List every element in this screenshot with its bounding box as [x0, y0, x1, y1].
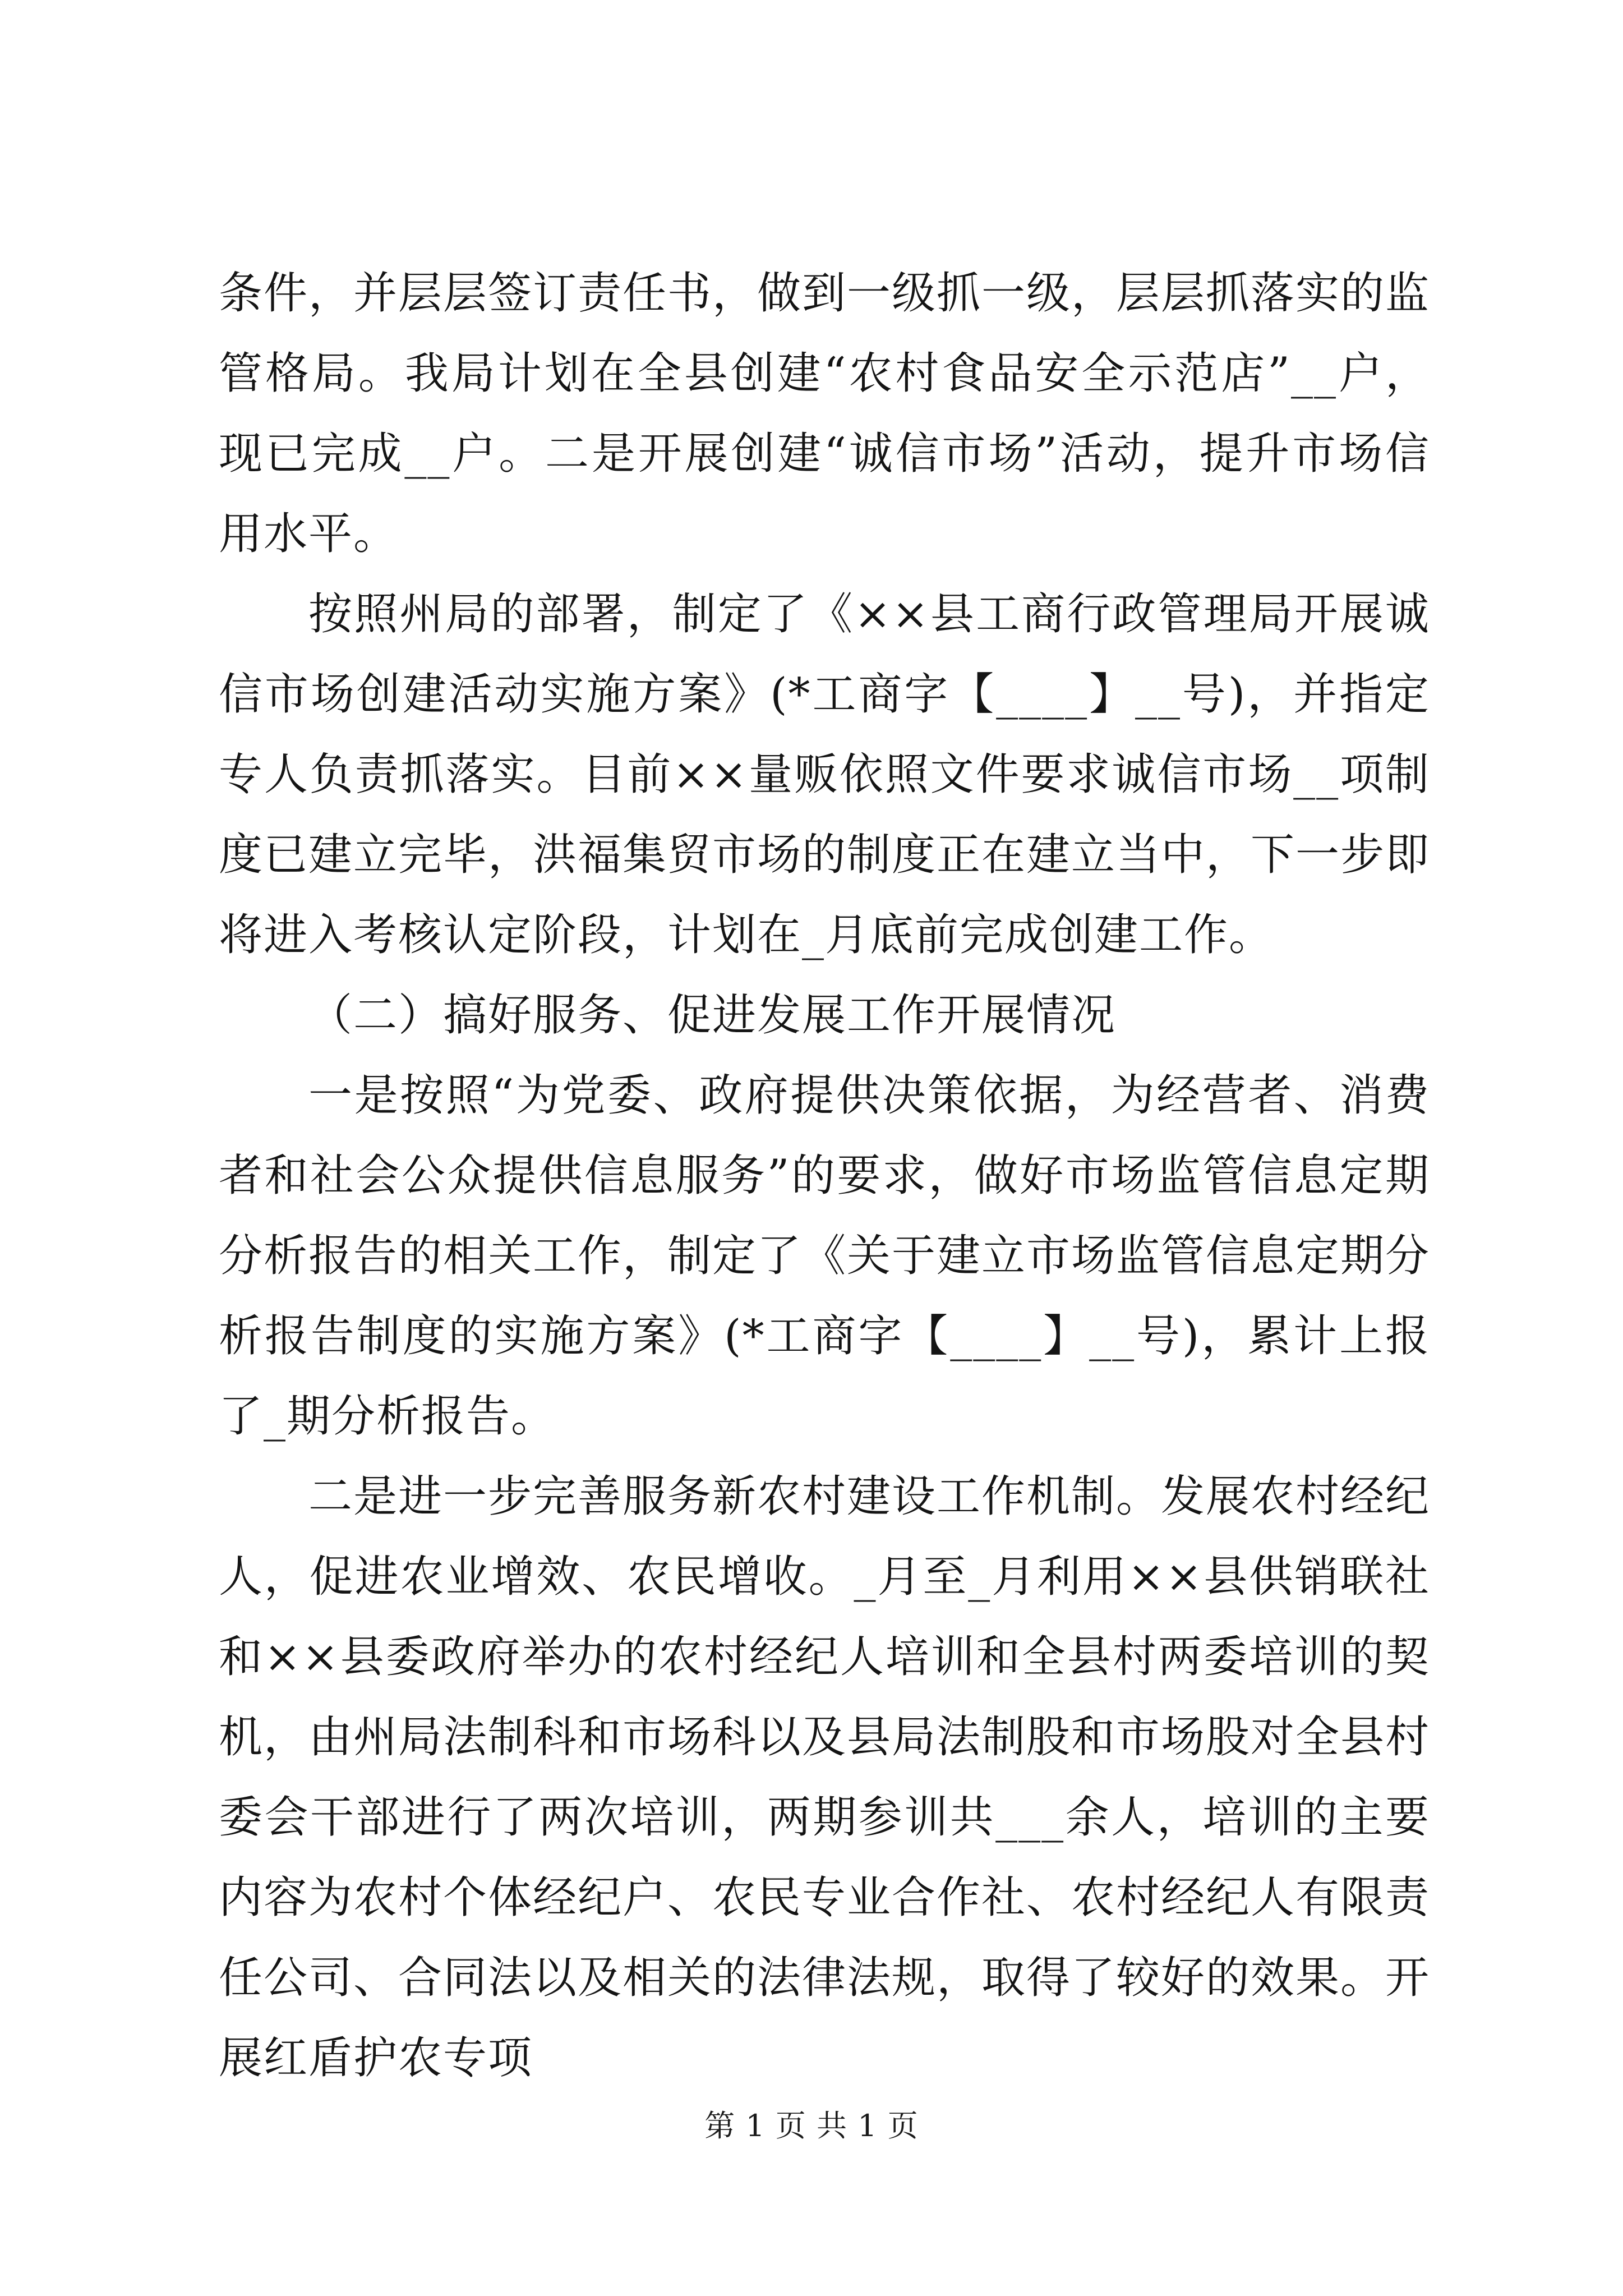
paragraph-4: 二是进一步完善服务新农村建设工作机制。发展农村经纪人，促进农业增效、农民增收。_月至_月利用××县供销联社和××县委政府举办的农村经纪人培训和全县村两委培训的契机，由州局法制科和市场科以及县局法制股和市场股对全县村委会干部进行了两次培训，两期参训共___余人，培训的主要内容为农村个体经纪户、农民专业合作社、农村经纪人有限责任公司、合同法以及相关的法律法规，取得了较好的效果。开展红盾护农专项 [219, 1471, 1431, 2083]
page-footer: 第 1 页 共 1 页 [704, 2108, 919, 2143]
section-heading: （二）搞好服务、促进发展工作开展情况 [308, 990, 1117, 1041]
paragraph-1: 条件，并层层签订责任书，做到一级抓一级，层层抓落实的监管格局。我局计划在全县创建“农村食品安全示范店”__户，现已完成__户。二是开展创建“诚信市场”活动，提升市场信用水平。 [219, 268, 1431, 559]
paragraph-2: 按照州局的部署，制定了《××县工商行政管理局开展诚信市场创建活动实施方案》(*工商字【____】__号)，并指定专人负责抓落实。目前××量贩依照文件要求诚信市场__项制度已建立完毕，洪福集贸市场的制度正在建立当中，下一步即将进入考核认定阶段，计划在_月底前完成创建工作。 [219, 589, 1431, 960]
paragraph-3: 一是按照“为党委、政府提供决策依据，为经营者、消费者和社会公众提供信息服务”的要求，做好市场监管信息定期分析报告的相关工作，制定了《关于建立市场监管信息定期分析报告制度的实施方案》(*工商字【____】__号)，累计上报了_期分析报告。 [219, 1070, 1431, 1442]
document-body [219, 254, 1430, 2099]
